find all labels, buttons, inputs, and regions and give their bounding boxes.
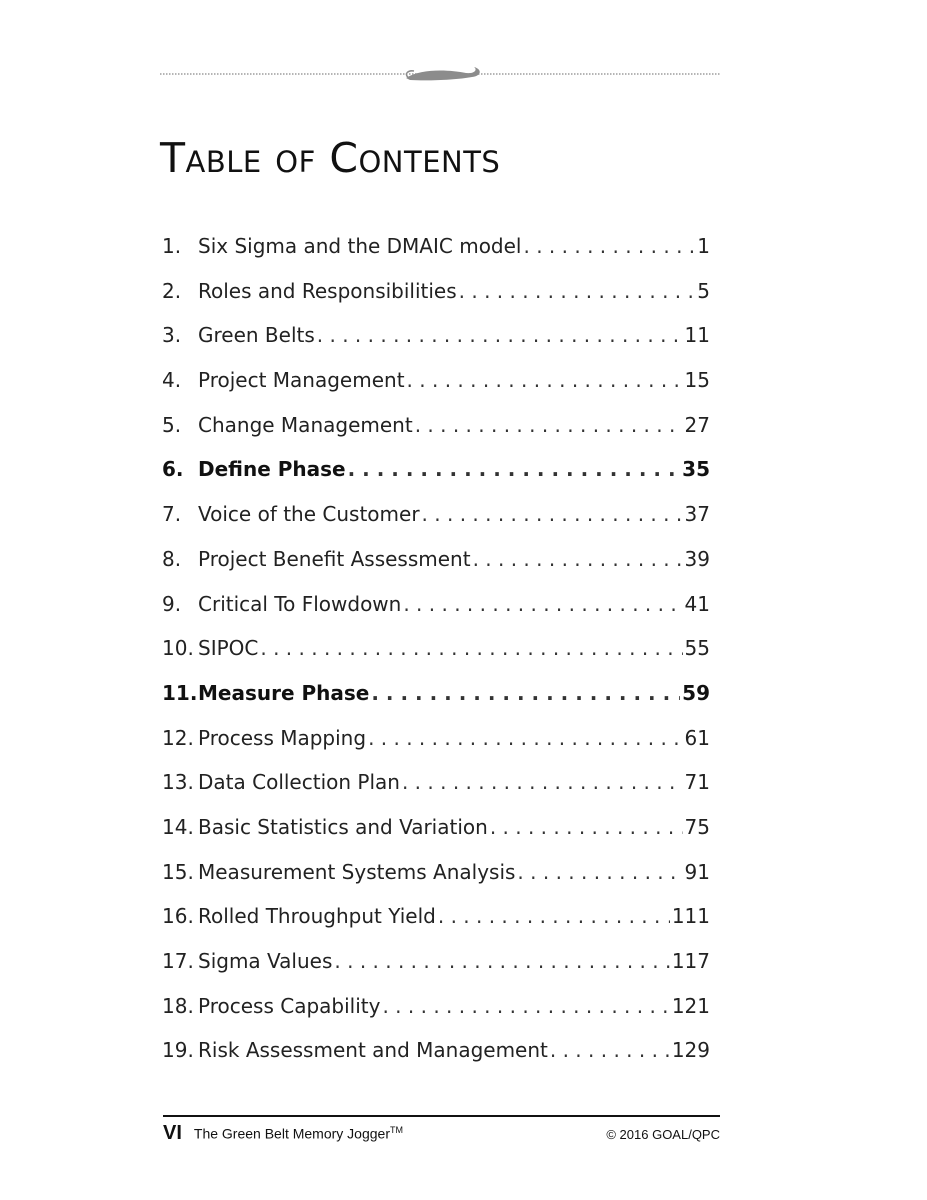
toc-dot-leader bbox=[334, 941, 669, 981]
toc-entry[interactable] bbox=[162, 449, 710, 494]
toc-entry-number: 16. bbox=[162, 904, 194, 929]
toc-dot-leader bbox=[415, 405, 683, 445]
toc-dot-leader bbox=[490, 807, 683, 847]
toc-entry-title: Process Capability bbox=[198, 993, 381, 1018]
toc-entry-title: Basic Statistics and Variation bbox=[198, 814, 488, 839]
toc-dot-leader bbox=[368, 718, 682, 758]
toc-dot-leader bbox=[422, 494, 683, 534]
toc-entry-page-number: 111 bbox=[671, 904, 710, 929]
toc-entry-page-number: 15 bbox=[684, 368, 710, 393]
toc-entry-page-number: 75 bbox=[684, 814, 710, 839]
toc-entry-page-number: 35 bbox=[682, 457, 710, 482]
toc-dot-leader bbox=[348, 449, 681, 489]
toc-entry-number: 12. bbox=[162, 725, 194, 750]
toc-dot-leader bbox=[550, 1030, 670, 1070]
toc-entry[interactable] bbox=[162, 1030, 710, 1075]
toc-entry-number: 10. bbox=[162, 636, 194, 661]
toc-entry-title: Data Collection Plan bbox=[198, 770, 400, 795]
toc-entry-number: 13. bbox=[162, 770, 194, 795]
toc-entry-title: Risk Assessment and Management bbox=[198, 1038, 548, 1063]
footer-divider bbox=[163, 1115, 720, 1117]
toc-dot-leader bbox=[403, 584, 682, 624]
toc-entry-page-number: 71 bbox=[684, 770, 710, 795]
toc-entry-page-number: 27 bbox=[684, 412, 710, 437]
toc-entry[interactable] bbox=[162, 718, 710, 763]
toc-entry-number: 9. bbox=[162, 591, 182, 616]
toc-entry-title: Project Benefit Assessment bbox=[198, 546, 471, 571]
table-of-contents bbox=[162, 226, 710, 1075]
toc-entry-number: 15. bbox=[162, 859, 194, 884]
toc-entry-title: Green Belts bbox=[198, 323, 315, 348]
toc-entry-number: 17. bbox=[162, 949, 194, 973]
toc-entry-number: 1. bbox=[162, 234, 182, 258]
toc-entry-page-number: 1 bbox=[697, 234, 710, 258]
toc-entry[interactable] bbox=[162, 628, 710, 673]
toc-entry[interactable] bbox=[162, 807, 710, 852]
page-folio: VI bbox=[163, 1122, 182, 1144]
toc-entry[interactable] bbox=[162, 584, 710, 629]
toc-dot-leader bbox=[371, 673, 680, 713]
toc-entry-title: Measure Phase bbox=[198, 680, 370, 705]
toc-entry-title: Six Sigma and the DMAIC model bbox=[198, 234, 522, 258]
toc-dot-leader bbox=[524, 226, 696, 266]
toc-entry-number: 4. bbox=[162, 368, 182, 393]
toc-entry-number: 2. bbox=[162, 278, 182, 303]
copyright-notice: © 2016 GOAL/QPC bbox=[606, 1127, 720, 1142]
toc-entry-page-number: 59 bbox=[682, 680, 710, 705]
toc-entry-page-number: 91 bbox=[684, 859, 710, 884]
toc-entry-title: Roles and Responsibilities bbox=[198, 278, 457, 303]
toc-entry-number: 19. bbox=[162, 1038, 194, 1063]
toc-dot-leader bbox=[317, 315, 683, 355]
toc-entry-number: 11. bbox=[162, 680, 198, 705]
toc-entry-title: Critical To Flowdown bbox=[198, 591, 402, 616]
toc-entry-number: 18. bbox=[162, 993, 194, 1018]
toc-dot-leader bbox=[402, 762, 683, 802]
toc-entry-title: Project Management bbox=[198, 368, 405, 393]
swash-ornament-icon bbox=[160, 64, 720, 86]
toc-entry-page-number: 37 bbox=[684, 502, 710, 527]
toc-entry-page-number: 41 bbox=[684, 591, 710, 616]
toc-entry-number: 14. bbox=[162, 814, 194, 839]
toc-entry-number: 5. bbox=[162, 412, 182, 437]
toc-entry[interactable] bbox=[162, 896, 710, 941]
toc-dot-leader bbox=[260, 628, 682, 668]
toc-dot-leader bbox=[382, 986, 669, 1026]
toc-entry[interactable] bbox=[162, 360, 710, 405]
toc-entry[interactable] bbox=[162, 494, 710, 539]
toc-entry[interactable] bbox=[162, 315, 710, 360]
toc-entry-title: Change Management bbox=[198, 412, 413, 437]
toc-entry[interactable] bbox=[162, 271, 710, 316]
book-title-text: The Green Belt Memory Jogger bbox=[193, 1126, 390, 1142]
toc-entry-page-number: 117 bbox=[671, 949, 710, 973]
toc-dot-leader bbox=[473, 539, 683, 579]
toc-entry[interactable] bbox=[162, 762, 710, 807]
toc-entry-number: 3. bbox=[162, 323, 182, 348]
page-title: Table of Contents bbox=[160, 134, 501, 182]
toc-entry[interactable] bbox=[162, 539, 710, 584]
toc-entry-title: Process Mapping bbox=[198, 725, 367, 750]
toc-entry[interactable] bbox=[162, 986, 710, 1031]
toc-entry-page-number: 129 bbox=[671, 1038, 710, 1063]
toc-entry[interactable] bbox=[162, 405, 710, 450]
page-footer bbox=[163, 1122, 720, 1145]
toc-dot-leader bbox=[407, 360, 683, 400]
toc-entry-title: SIPOC bbox=[198, 636, 259, 661]
toc-entry-number: 7. bbox=[162, 502, 182, 527]
trademark-mark: TM bbox=[390, 1125, 403, 1136]
toc-entry-title: Sigma Values bbox=[198, 949, 333, 973]
toc-entry-page-number: 39 bbox=[684, 546, 710, 571]
toc-dot-leader bbox=[459, 271, 696, 311]
toc-entry[interactable] bbox=[162, 226, 710, 271]
toc-entry-page-number: 121 bbox=[671, 993, 710, 1018]
toc-entry-number: 6. bbox=[162, 457, 184, 482]
toc-entry[interactable] bbox=[162, 852, 710, 897]
toc-entry-title: Measurement Systems Analysis bbox=[198, 859, 516, 884]
toc-entry-title: Define Phase bbox=[198, 457, 346, 482]
toc-entry-page-number: 5 bbox=[697, 278, 710, 303]
toc-entry-title: Rolled Throughput Yield bbox=[198, 904, 436, 929]
toc-dot-leader bbox=[517, 852, 682, 892]
toc-dot-leader bbox=[438, 896, 670, 936]
toc-entry-page-number: 11 bbox=[684, 323, 710, 348]
toc-entry[interactable] bbox=[162, 673, 710, 718]
toc-entry-page-number: 55 bbox=[684, 636, 710, 661]
toc-entry-title: Voice of the Customer bbox=[198, 502, 420, 527]
toc-entry-number: 8. bbox=[162, 546, 182, 571]
toc-entry[interactable] bbox=[162, 941, 710, 986]
book-title bbox=[194, 1125, 403, 1142]
toc-entry-page-number: 61 bbox=[684, 725, 710, 750]
